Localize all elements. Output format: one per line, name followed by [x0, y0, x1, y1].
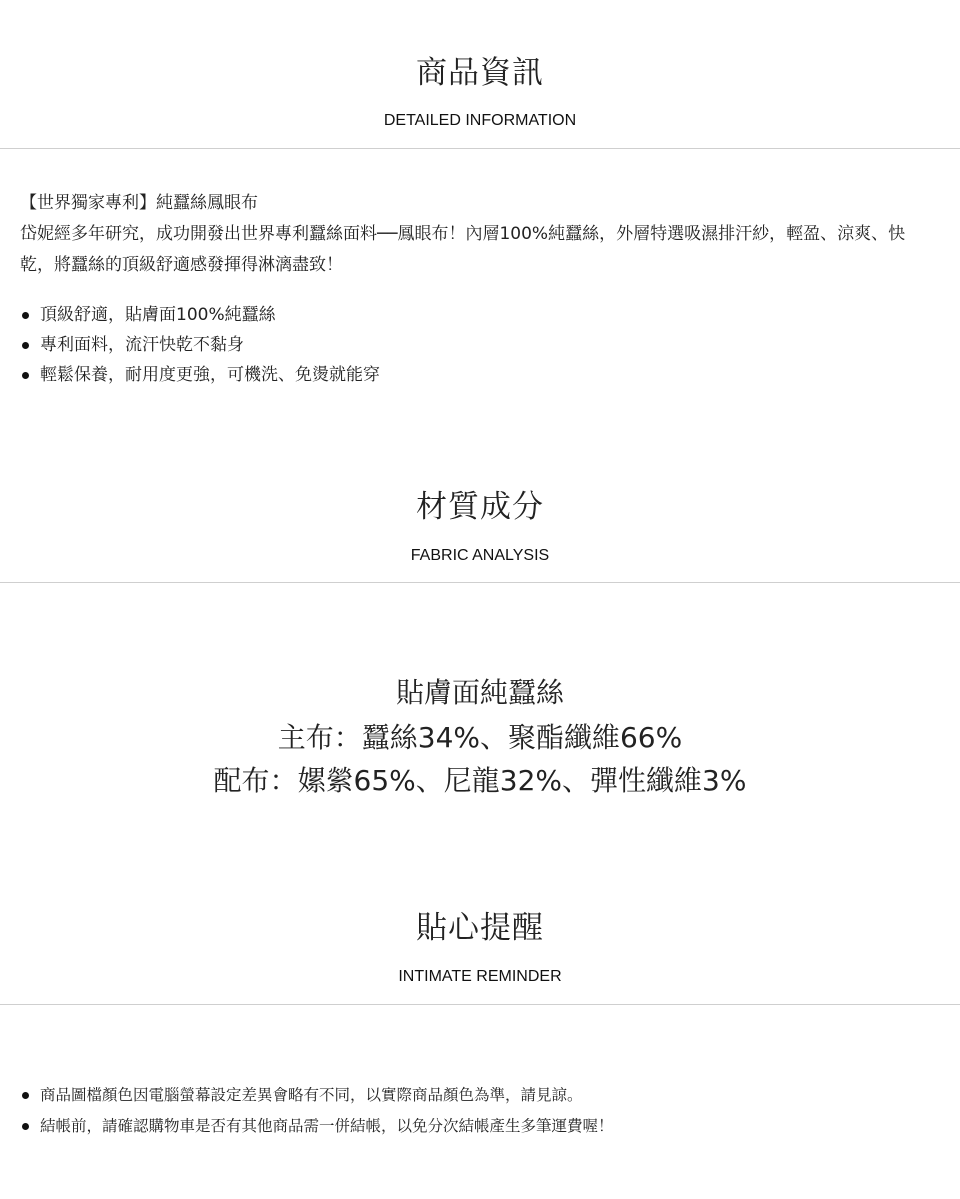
reminder-section-title: 貼心提醒	[416, 910, 544, 946]
info-section-title: 商品資訊	[416, 55, 544, 91]
info-divider	[0, 148, 960, 149]
info-section-subtitle: DETAILED INFORMATION	[383, 112, 577, 129]
fabric-section-title: 材質成分	[416, 489, 544, 525]
info-paragraph: 岱妮經多年研究，成功開發出世界專利蠶絲面料──鳳眼布！內層100%純蠶絲，外層特選吸濕排汗紗，輕盈、涼爽、快乾，將蠶絲的頂級舒適感發揮得淋漓盡致！	[20, 224, 906, 275]
list-item: 輕鬆保養，耐用度更強，可機洗、免燙就能穿	[20, 360, 940, 390]
fabric-line-secondary: 配布：嫘縈65%、尼龍32%、彈性纖維3%	[213, 764, 747, 797]
list-item: 商品圖檔顏色因電腦螢幕設定差異會略有不同，以實際商品顏色為準，請見諒。	[20, 1080, 940, 1111]
info-heading-line: 【世界獨家專利】純蠶絲鳳眼布	[20, 193, 258, 213]
list-item: 結帳前，請確認購物車是否有其他商品需一併結帳，以免分次結帳產生多筆運費喔！	[20, 1111, 940, 1142]
fabric-line-main: 主布：蠶絲34%、聚酯纖維66%	[277, 721, 683, 754]
fabric-section-subtitle: FABRIC ANALYSIS	[410, 547, 550, 564]
fabric-divider	[0, 582, 960, 583]
reminder-section-subtitle: INTIMATE REMINDER	[398, 968, 562, 985]
reminder-bullet-list	[20, 1080, 940, 1142]
list-item: 頂級舒適，貼膚面100%純蠶絲	[20, 300, 940, 330]
info-bullet-list	[20, 300, 940, 390]
fabric-line-face: 貼膚面純蠶絲	[395, 676, 564, 709]
info-intro	[20, 188, 920, 281]
reminder-divider	[0, 1004, 960, 1005]
list-item: 專利面料，流汗快乾不黏身	[20, 330, 940, 360]
